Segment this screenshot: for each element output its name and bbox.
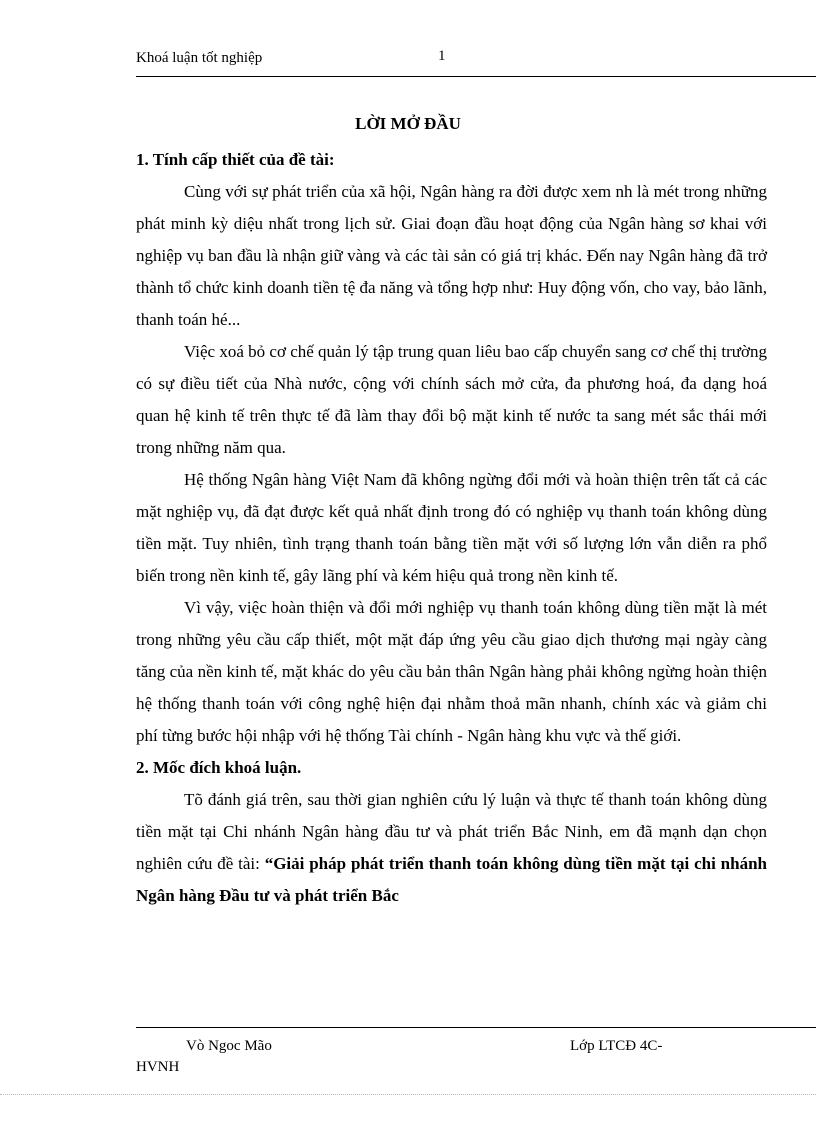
paragraph-text: Tõ đánh giá trên, sau thời gian nghiên cứu lý luận và thực tế thanh toán không dùng tiền mặt tại Chi nhánh Ngân hàng đầu tư và phát triển Bắc Ninh, em đã mạnh dạn chọn nghiên cứu đề tài:: [136, 790, 767, 873]
paragraph: [136, 784, 767, 912]
page-number: 1: [438, 48, 446, 64]
class-label-continued: HVNH: [136, 1059, 180, 1075]
footer-divider: [136, 1027, 816, 1028]
paragraph: Hệ thống Ngân hàng Việt Nam đã không ngừng đổi mới và hoàn thiện trên tất cả các mặt nghiệp vụ, đã đạt được kết quả nhất định trong đó có nghiệp vụ thanh toán không dùng tiền mặt. Tuy nhiên, tình trạng thanh toán bằng tiền mặt với số lượng lớn vẫn diễn ra phổ biến trong nền kinh tế, gây lãng phí và kém hiệu quả trong nền kinh tế.: [136, 470, 767, 585]
page-header: [136, 46, 816, 77]
author-name: Vò Ngoc Mão: [186, 1038, 272, 1054]
thesis-title: “Giải pháp phát triển thanh toán không dùng tiền mặt tại chi nhánh Ngân hàng Đầu tư và phát triển Bắc: [136, 854, 767, 905]
class-label: Lớp LTCĐ 4C-: [570, 1038, 663, 1054]
document-title: LỜI MỞ ĐẦU: [355, 114, 461, 133]
page-bottom-border: [0, 1094, 816, 1095]
section-2-heading: 2. Mốc đích khoá luận.: [136, 758, 302, 777]
paragraph: Vì vậy, việc hoàn thiện và đổi mới nghiệp vụ thanh toán không dùng tiền mặt là mét trong những yêu cầu cấp thiết, một mặt đáp ứng yêu cầu giao dịch thương mại ngày càng tăng của nền kinh tế, mặt khác do yêu cầu bản thân Ngân hàng phải không ngừng hoàn thiện hệ thống thanh toán với công nghệ hiện đại nhằm thoả mãn nhanh, chính xác và giảm chi phí từng bước hội nhập với hệ thống Tài chính - Ngân hàng khu vực và thế giới.: [136, 598, 767, 745]
paragraph: Cùng với sự phát triển của xã hội, Ngân hàng ra đời được xem nh là mét trong những phát minh kỳ diệu nhất trong lịch sử. Giai đoạn đầu hoạt động của Ngân hàng sơ khai với nghiệp vụ ban đầu là nhận giữ vàng và các tài sản có giá trị khác. Đến nay Ngân hàng đã trở thành tổ chức kinh doanh tiền tệ đa năng và tổng hợp như: Huy động vốn, cho vay, bảo lãnh, thanh toán hé...: [136, 182, 767, 329]
section-1-heading: 1. Tính cấp thiết của đề tài:: [136, 150, 335, 169]
document-body: [136, 144, 767, 912]
paragraph: Việc xoá bỏ cơ chế quản lý tập trung quan liêu bao cấp chuyển sang cơ chế thị trường có sự điều tiết của Nhà nước, cộng với chính sách mở cửa, đa phương hoá, đa dạng hoá quan hệ kinh tế trên thực tế đã làm thay đổi bộ mặt kinh tế nước ta sang mét sắc thái mới trong những năm qua.: [136, 342, 767, 457]
header-title: Khoá luận tốt nghiệp: [136, 50, 263, 66]
